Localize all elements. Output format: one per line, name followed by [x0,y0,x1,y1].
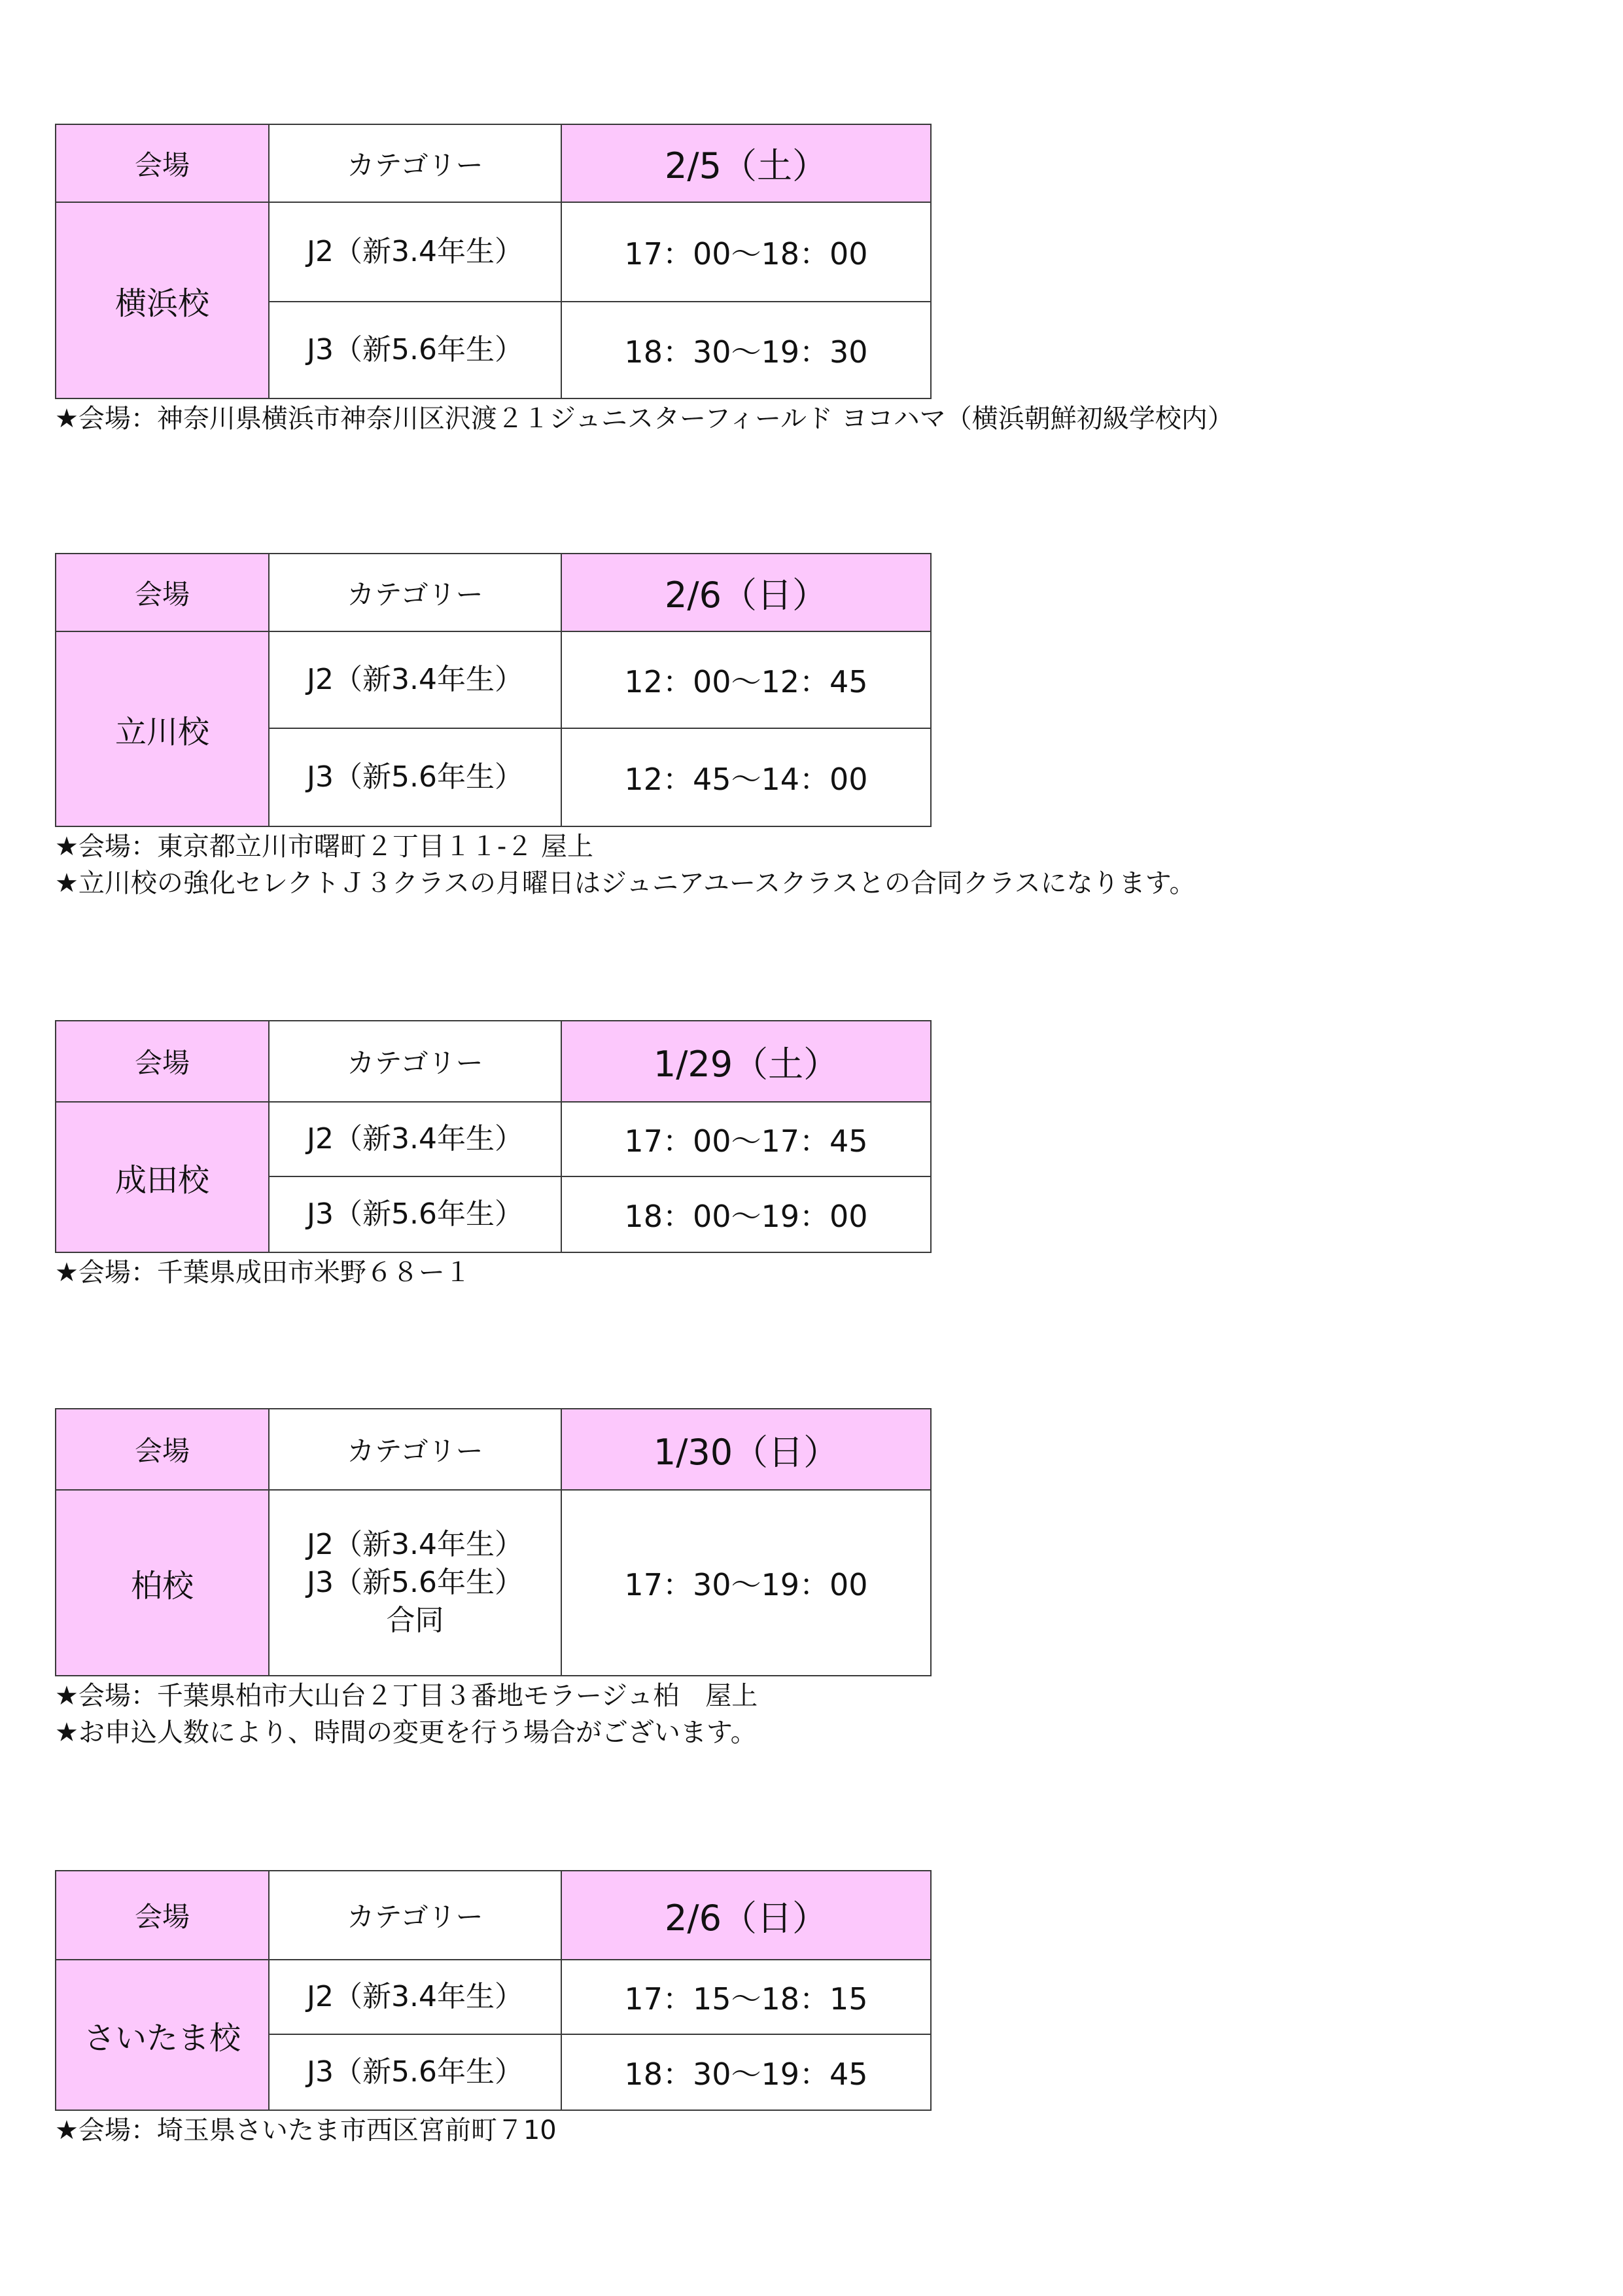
date-header: 2/6（日） [561,554,931,631]
schedule-table [55,553,932,827]
date-header: 2/6（日） [561,1871,931,1960]
date-header: 1/29（土） [561,1021,931,1102]
date-header: 1/30（日） [561,1409,931,1490]
category-cell: J2（新3.4年生） [269,202,561,302]
venue-header: 会場 [56,1409,269,1490]
time-cell: 17：00～18：00 [561,202,931,302]
note-line: ★会場：埼玉県さいたま市西区宮前町７10 [55,2115,557,2146]
venue-notes [55,828,1195,902]
venue-name: 立川校 [56,631,269,826]
note-line: ★会場：神奈川県横浜市神奈川区沢渡２１ジュニスターフィールド ヨコハマ（横浜朝鮮初級学校内） [55,404,1234,434]
note-line: ★お申込人数により、時間の変更を行う場合がございます。 [55,1718,757,1748]
time-cell: 12：00～12：45 [561,631,931,728]
note-line: ★会場：東京都立川市曙町２丁目１１-２ 屋上 [55,832,594,862]
time-cell: 17：15～18：15 [561,1960,931,2034]
category-line: 合同 [386,1604,444,1637]
time-cell: 18：30～19：30 [561,302,931,398]
venue-name: 横浜校 [56,202,269,398]
category-cell: J3（新5.6年生） [269,302,561,398]
schedule-table [55,1408,932,1676]
venue-name: 柏校 [56,1490,269,1676]
note-line: ★立川校の強化セレクトＪ３クラスの月曜日はジュニアユースクラスとの合同クラスになります。 [55,868,1196,898]
time-cell: 18：00～19：00 [561,1176,931,1252]
category-cell: J2（新3.4年生） [269,631,561,728]
venue-header: 会場 [56,554,269,631]
schedule-section-tachikawa [55,553,1195,902]
venue-name: 成田校 [56,1102,269,1252]
date-header: 2/5（土） [561,124,931,202]
category-cell: J3（新5.6年生） [269,2034,561,2110]
note-line: ★会場：千葉県柏市大山台２丁目３番地モラージュ柏 屋上 [55,1681,758,1711]
venue-notes [55,1678,932,1751]
venue-notes [55,2112,932,2149]
category-header: カテゴリー [269,124,561,202]
schedule-section-yokohama [55,124,1234,437]
venue-header: 会場 [56,124,269,202]
category-cell: J3（新5.6年生） [269,1176,561,1252]
category-line: J3（新5.6年生） [307,1566,523,1599]
time-cell: 12：45～14：00 [561,728,931,826]
venue-header: 会場 [56,1871,269,1960]
category-header: カテゴリー [269,1409,561,1490]
category-header: カテゴリー [269,554,561,631]
category-cell-combined [269,1490,561,1676]
venue-header: 会場 [56,1021,269,1102]
category-cell: J2（新3.4年生） [269,1102,561,1176]
venue-name: さいたま校 [56,1960,269,2110]
venue-notes [55,400,1234,437]
schedule-table [55,1020,932,1253]
schedule-section-kashiwa [55,1408,932,1751]
category-header: カテゴリー [269,1021,561,1102]
category-cell: J2（新3.4年生） [269,1960,561,2034]
time-cell: 18：30～19：45 [561,2034,931,2110]
category-header: カテゴリー [269,1871,561,1960]
category-line: J2（新3.4年生） [307,1528,523,1561]
venue-notes [55,1254,932,1291]
schedule-table [55,1870,932,2111]
schedule-section-saitama [55,1870,932,2149]
schedule-table [55,124,932,399]
time-cell: 17：00～17：45 [561,1102,931,1176]
category-cell: J3（新5.6年生） [269,728,561,826]
time-cell: 17：30～19：00 [561,1490,931,1676]
schedule-section-narita [55,1020,932,1291]
note-line: ★会場：千葉県成田市米野６８ー１ [55,1258,471,1288]
